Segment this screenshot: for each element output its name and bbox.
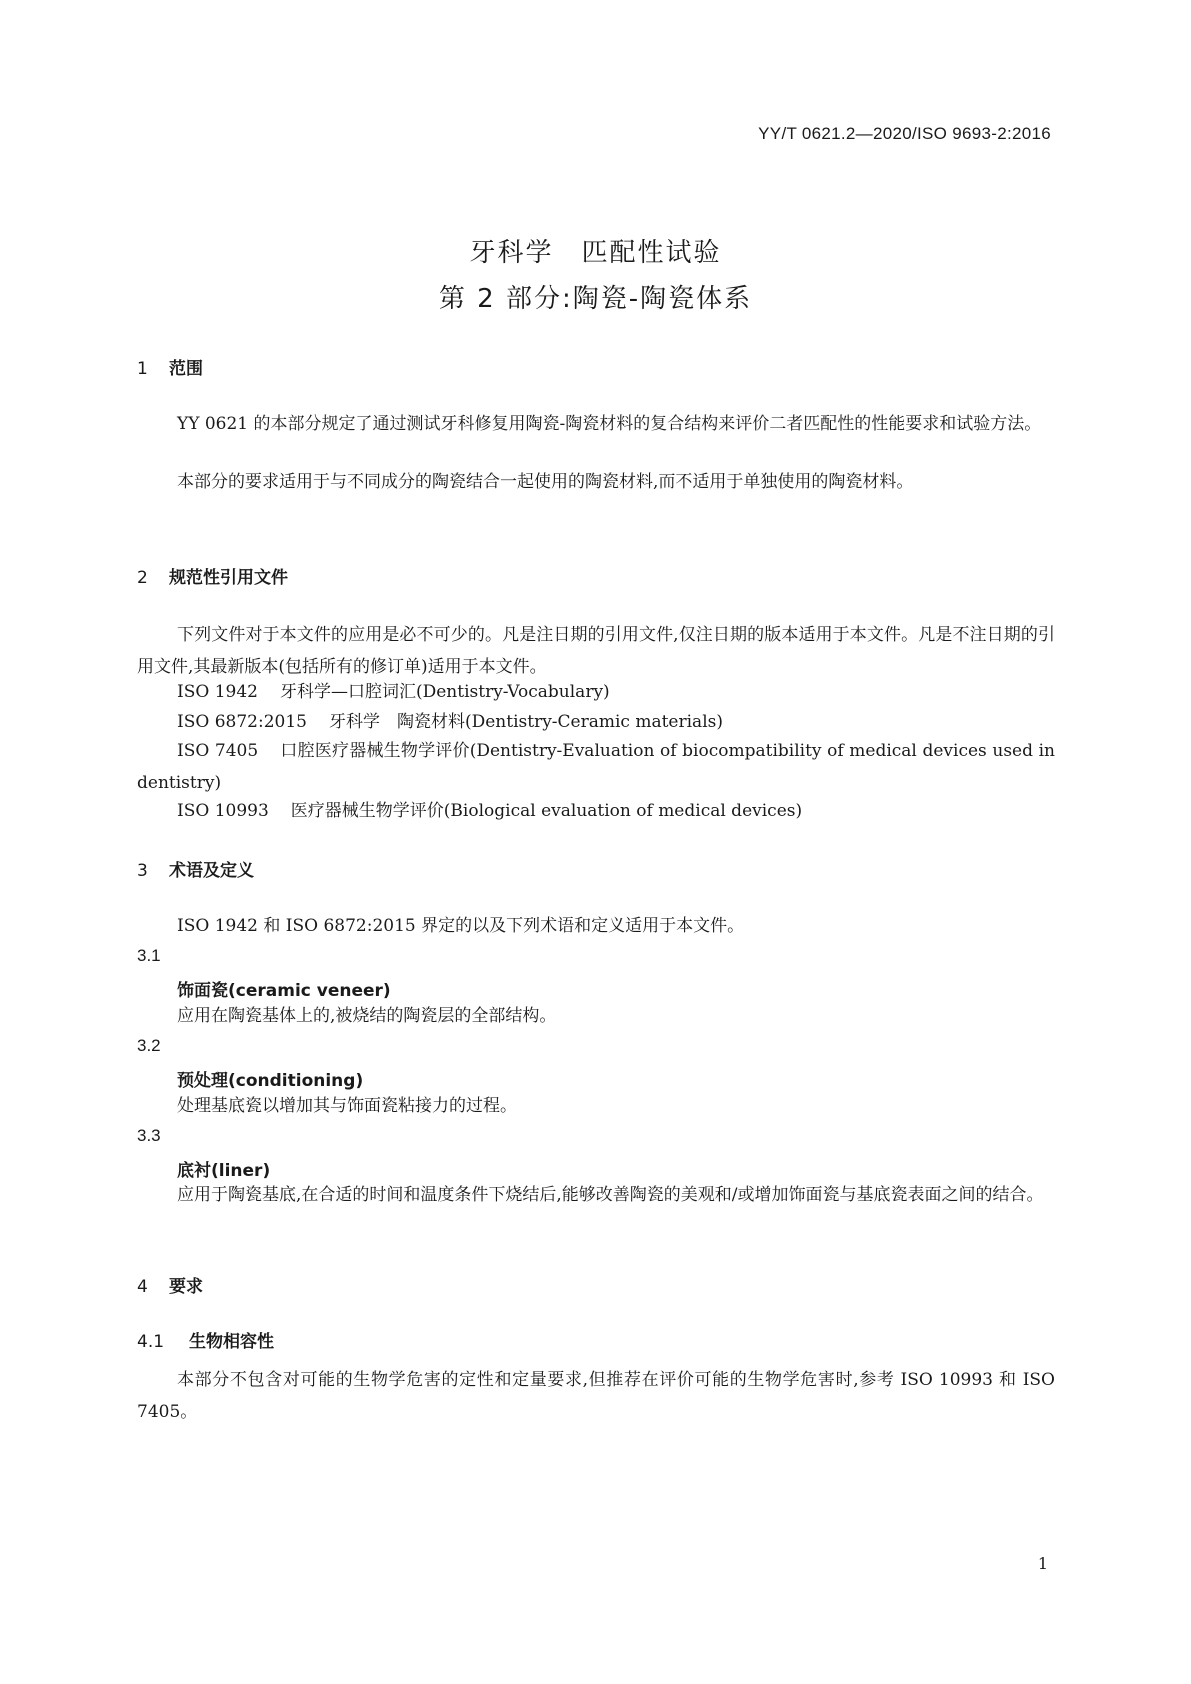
reference-code: ISO 10993 <box>177 801 269 821</box>
reference-title: 口腔医疗器械生物学评价(Dentistry-Evaluation of biocompatibility of medical devices used in dentistry) <box>137 741 1055 793</box>
term-name: 饰面瓷(ceramic veneer) <box>177 981 391 1001</box>
section-number: 1 <box>137 359 148 379</box>
term-definition: 应用在陶瓷基体上的,被烧结的陶瓷层的全部结构。 <box>177 1006 557 1026</box>
reference-title: 医疗器械生物学评价(Biological evaluation of medical devices) <box>290 801 803 821</box>
section-3-heading <box>137 856 254 881</box>
term-number: 3.3 <box>137 1126 161 1145</box>
reference-item <box>177 676 1055 708</box>
section-1-heading <box>137 354 203 379</box>
term-number: 3.1 <box>137 946 161 965</box>
reference-item <box>177 706 1055 738</box>
section-1-paragraph-1: YY 0621 的本部分规定了通过测试牙科修复用陶瓷-陶瓷材料的复合结构来评价二者匹配性的性能要求和试验方法。 <box>177 414 1042 434</box>
title-line-2: 第 2 部分:陶瓷-陶瓷体系 <box>438 284 753 314</box>
reference-code: ISO 1942 <box>177 682 258 702</box>
subsection-title: 生物相容性 <box>189 1332 274 1352</box>
section-number: 4 <box>137 1277 148 1297</box>
section-title: 规范性引用文件 <box>169 568 288 588</box>
reference-item <box>137 735 1055 799</box>
section-3-intro: ISO 1942 和 ISO 6872:2015 界定的以及下列术语和定义适用于本文件。 <box>177 916 745 936</box>
reference-title: 牙科学 陶瓷材料(Dentistry-Ceramic materials) <box>328 712 723 732</box>
title-line-1: 牙科学 匹配性试验 <box>469 238 722 268</box>
reference-code: ISO 6872:2015 <box>177 712 307 732</box>
subsection-4-1-paragraph: 本部分不包含对可能的生物学危害的定性和定量要求,但推荐在评价可能的生物学危害时,参考 ISO 10993 和 ISO 7405。 <box>137 1370 1055 1422</box>
section-1-paragraph-2: 本部分的要求适用于与不同成分的陶瓷结合一起使用的陶瓷材料,而不适用于单独使用的陶瓷材料。 <box>177 472 914 492</box>
section-2-intro: 下列文件对于本文件的应用是必不可少的。凡是注日期的引用文件,仅注日期的版本适用于本文件。凡是不注日期的引用文件,其最新版本(包括所有的修订单)适用于本文件。 <box>137 625 1055 677</box>
section-4-heading <box>137 1272 203 1297</box>
section-number: 2 <box>137 568 148 588</box>
term-definition: 应用于陶瓷基底,在合适的时间和温度条件下烧结后,能够改善陶瓷的美观和/或增加饰面瓷与基底瓷表面之间的结合。 <box>177 1185 1044 1205</box>
term-number: 3.2 <box>137 1036 161 1055</box>
reference-code: ISO 7405 <box>177 741 259 761</box>
section-title: 术语及定义 <box>169 861 254 881</box>
reference-item <box>177 795 1055 827</box>
section-title: 范围 <box>169 359 203 379</box>
section-2-heading <box>137 563 288 588</box>
term-definition: 处理基底瓷以增加其与饰面瓷粘接力的过程。 <box>177 1096 517 1116</box>
section-title: 要求 <box>169 1277 203 1297</box>
subsection-4-1-heading <box>137 1327 274 1352</box>
standard-code: YY/T 0621.2—2020/ISO 9693-2:2016 <box>758 124 1051 143</box>
term-name: 底衬(liner) <box>177 1161 271 1181</box>
section-number: 3 <box>137 861 148 881</box>
subsection-number: 4.1 <box>137 1332 165 1352</box>
term-name: 预处理(conditioning) <box>177 1071 364 1091</box>
reference-title: 牙科学—口腔词汇(Dentistry-Vocabulary) <box>279 682 610 702</box>
page-number: 1 <box>1037 1554 1048 1573</box>
